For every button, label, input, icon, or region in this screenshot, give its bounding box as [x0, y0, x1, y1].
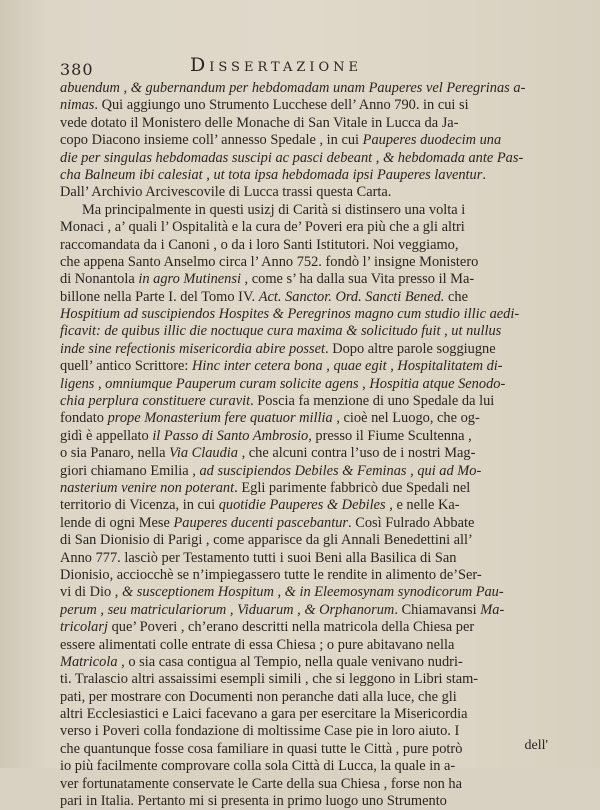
text-run: , come s’ ha dalla sua Vita presso il Ma- — [240, 271, 475, 288]
text-line — [60, 741, 544, 758]
text-run: billone nella Parte I. del Tomo IV. — [60, 288, 259, 305]
text-line — [60, 723, 544, 740]
text-line — [60, 445, 544, 462]
text-line — [60, 689, 544, 706]
italic-text: Act. Sanctor. Ord. Sancti Bened. — [258, 288, 445, 305]
italic-text: inde sine refectionis misericordia abire posset — [60, 340, 325, 357]
italic-text: ligens , omniumque Pauperum curam solicite agens , Hospitia atque Senodo- — [60, 375, 506, 392]
text-line — [60, 254, 544, 271]
text-run: , cioè nel Luogo, che og- — [332, 410, 480, 427]
text-line — [60, 341, 544, 358]
text-run: altri Ecclesiastici e Laici facevano a gara per esercitare la Misericordia — [60, 706, 468, 723]
text-line — [60, 497, 544, 514]
text-line — [60, 167, 544, 184]
body-text — [60, 80, 544, 810]
text-line — [60, 323, 544, 340]
text-run: , che alcuni contra l’uso de i nostri Mag- — [238, 445, 476, 462]
text-line — [60, 358, 544, 375]
page-number: 380 — [60, 60, 94, 79]
text-run: o sia Panaro, nella — [60, 445, 170, 462]
running-title: Dissertazione — [190, 54, 363, 76]
text-line — [60, 793, 544, 810]
italic-text: tricolarj — [60, 619, 108, 636]
text-run: , e nelle Ka- — [385, 497, 460, 514]
text-run: che — [444, 288, 468, 305]
text-run: Anno 777. lasciò per Testamento tutti i suoi Beni alla Basilica di San — [60, 549, 457, 566]
text-line — [60, 515, 544, 532]
text-run: di San Dionisio di Parigi , come apparisce da gli Annali Benedettini all’ — [60, 532, 473, 549]
text-run: lende di ogni Mese — [60, 514, 174, 531]
italic-text: abuendum , & gubernandum per hebdomadam unam Pauperes vel Peregrinas a- — [60, 80, 526, 96]
text-run: ver fortunatamente conservate le Carte della sua Chiesa , forse non ha — [60, 775, 462, 792]
text-line — [60, 289, 544, 306]
text-run: io più facilmente comprovare colla sola Città di Lucca, la quale in a- — [60, 758, 456, 775]
text-run: essere alimentati colle entrate di essa Chiesa ; o pure abitavano nella — [60, 636, 455, 653]
text-line — [60, 237, 544, 254]
text-run: que’ Poveri , ch’erano descritti nella matricola della Chiesa per — [107, 619, 475, 636]
text-line — [60, 532, 544, 549]
text-line — [60, 376, 544, 393]
italic-text: ficavit: de quibus illic die noctuque cura maxima & solicitudo fuit , ut nullus — [60, 323, 502, 340]
text-run: vi di Dio , — [60, 584, 122, 601]
text-run: che appena Santo Anselmo circa l’ Anno 752. fondò l’ insigne Monistero — [60, 253, 479, 270]
text-run: pari in Italia. Pertanto mi si presenta in primo luogo uno Strumento — [60, 793, 447, 810]
text-run: , presso il Fiume Scultenna , — [308, 427, 472, 444]
text-line — [60, 219, 544, 236]
text-run: gidì è appellato — [60, 427, 153, 444]
text-line — [60, 202, 544, 219]
text-run: Dall’ Archivio Arcivescovile di Lucca trassi questa Carta. — [60, 184, 392, 201]
text-run: verso i Poveri colla fondazione di moltissime Case pie in loro aiuto. I — [60, 723, 460, 740]
text-run: quell’ antico Scrittore: — [60, 358, 193, 375]
italic-text: nasterium venire non poterant — [60, 479, 235, 496]
text-run: di Nonantola — [60, 271, 139, 288]
text-line — [60, 602, 544, 619]
text-run: . — [482, 166, 486, 183]
italic-text: ad suscipiendos Debiles & Feminas , qui ad Mo- — [199, 462, 482, 479]
text-run: . Chiamavansi — [394, 601, 481, 618]
text-run: . Egli parimente fabbricò due Spedali nel — [234, 479, 471, 496]
text-run: raccomandata da i Canoni , o da i loro Santi Istitutori. Noi veggiamo, — [60, 236, 459, 253]
text-line — [60, 550, 544, 567]
text-line — [60, 758, 544, 775]
text-line — [60, 480, 544, 497]
text-line — [60, 184, 544, 201]
italic-text: nimas — [60, 97, 95, 114]
italic-text: Hinc inter cetera bona , quae egit , Hospitalitatem di- — [192, 358, 503, 375]
text-run: . Così Fulrado Abbate — [348, 514, 475, 531]
text-line — [60, 637, 544, 654]
text-line — [60, 706, 544, 723]
text-line — [60, 428, 544, 445]
text-run: giori chiamano Emilia , — [60, 462, 200, 479]
text-run: che quantunque fosse cosa familiare in quasi tutte le Città , pure potrò — [60, 740, 463, 757]
text-run: ti. Tralascio altri assaissimi esempli simili , che si leggono in Libri stam- — [60, 671, 479, 688]
text-line — [60, 567, 544, 584]
text-line — [60, 671, 544, 688]
italic-text: Pauperes duodecim una — [362, 132, 502, 149]
text-run: Monaci , a’ quali l’ Ospitalità e la cura de’ Poveri era più che a gli altri — [60, 219, 465, 236]
text-line — [60, 271, 544, 288]
text-line — [60, 619, 544, 636]
text-run: Ma principalmente in questi usizj di Carità si distinsero una volta i — [82, 201, 466, 218]
text-run: pati, per mostrare con Documenti non peranche dati alla luce, che gli — [60, 688, 457, 705]
italic-text: chia perplura constituere curavit — [60, 393, 251, 410]
italic-text: Matricola — [60, 653, 118, 670]
italic-text: cha Balneum ibi calesiat , ut tota ipsa hebdomada ipsi Pauperes laventur — [60, 166, 483, 183]
text-run: . Qui aggiungo uno Strumento Lucchese dell’ Anno 790. in cui si — [94, 97, 469, 114]
text-run: fondato — [60, 410, 108, 427]
text-run: . Dopo altre parole soggiugne — [325, 340, 496, 357]
italic-text: perum , seu matriculariorum , Viduarum , & Orphanorum — [60, 601, 395, 618]
italic-text: Via Claudia — [169, 445, 238, 462]
text-line — [60, 654, 544, 671]
text-line — [60, 776, 544, 793]
italic-text: il Passo di Santo Ambrosio — [152, 427, 309, 444]
italic-text: die per singulas hebdomadas suscipi ac pasci debeant , & hebdomada ante Pas- — [60, 149, 524, 166]
text-line — [60, 80, 544, 97]
page-header — [0, 52, 600, 80]
text-line — [60, 97, 544, 114]
italic-text: Hospitium ad suscipiendos Hospites & Peregrinos magno cum studio illic aedi- — [60, 306, 520, 323]
italic-text: & susceptionem Hospitum , & in Eleemosynam synodicorum Pau- — [121, 584, 504, 601]
text-line — [60, 410, 544, 427]
text-run: copo Diacono insieme coll’ annesso Spedale , in cui — [60, 132, 363, 149]
text-run: Dionisio, acciocchè se n’impiegassero tutte le rendite in alimento de’Ser- — [60, 566, 482, 583]
italic-text: in agro Mutinensi — [138, 271, 241, 288]
italic-text: prope Monasterium fere quatuor millia — [107, 410, 333, 427]
text-line — [60, 584, 544, 601]
text-run: , o sia casa contigua al Tempio, nella quale venivano nudri- — [117, 653, 463, 670]
text-run: territorio di Vicenza, in cui — [60, 497, 219, 514]
text-line — [60, 463, 544, 480]
text-run: vede dotato il Monistero delle Monache di San Vitale in Lucca da Ja- — [60, 114, 459, 131]
text-line — [60, 306, 544, 323]
italic-text: Pauperes ducenti pascebantur — [173, 514, 349, 531]
italic-text: quotidie Pauperes & Debiles — [218, 497, 386, 514]
text-line — [60, 115, 544, 132]
text-line — [60, 132, 544, 149]
text-line — [60, 393, 544, 410]
catchword: dell' — [524, 738, 548, 753]
italic-text: Ma- — [480, 601, 505, 618]
text-run: . Poscia fa menzione di uno Spedale da lui — [250, 393, 495, 410]
text-line — [60, 150, 544, 167]
